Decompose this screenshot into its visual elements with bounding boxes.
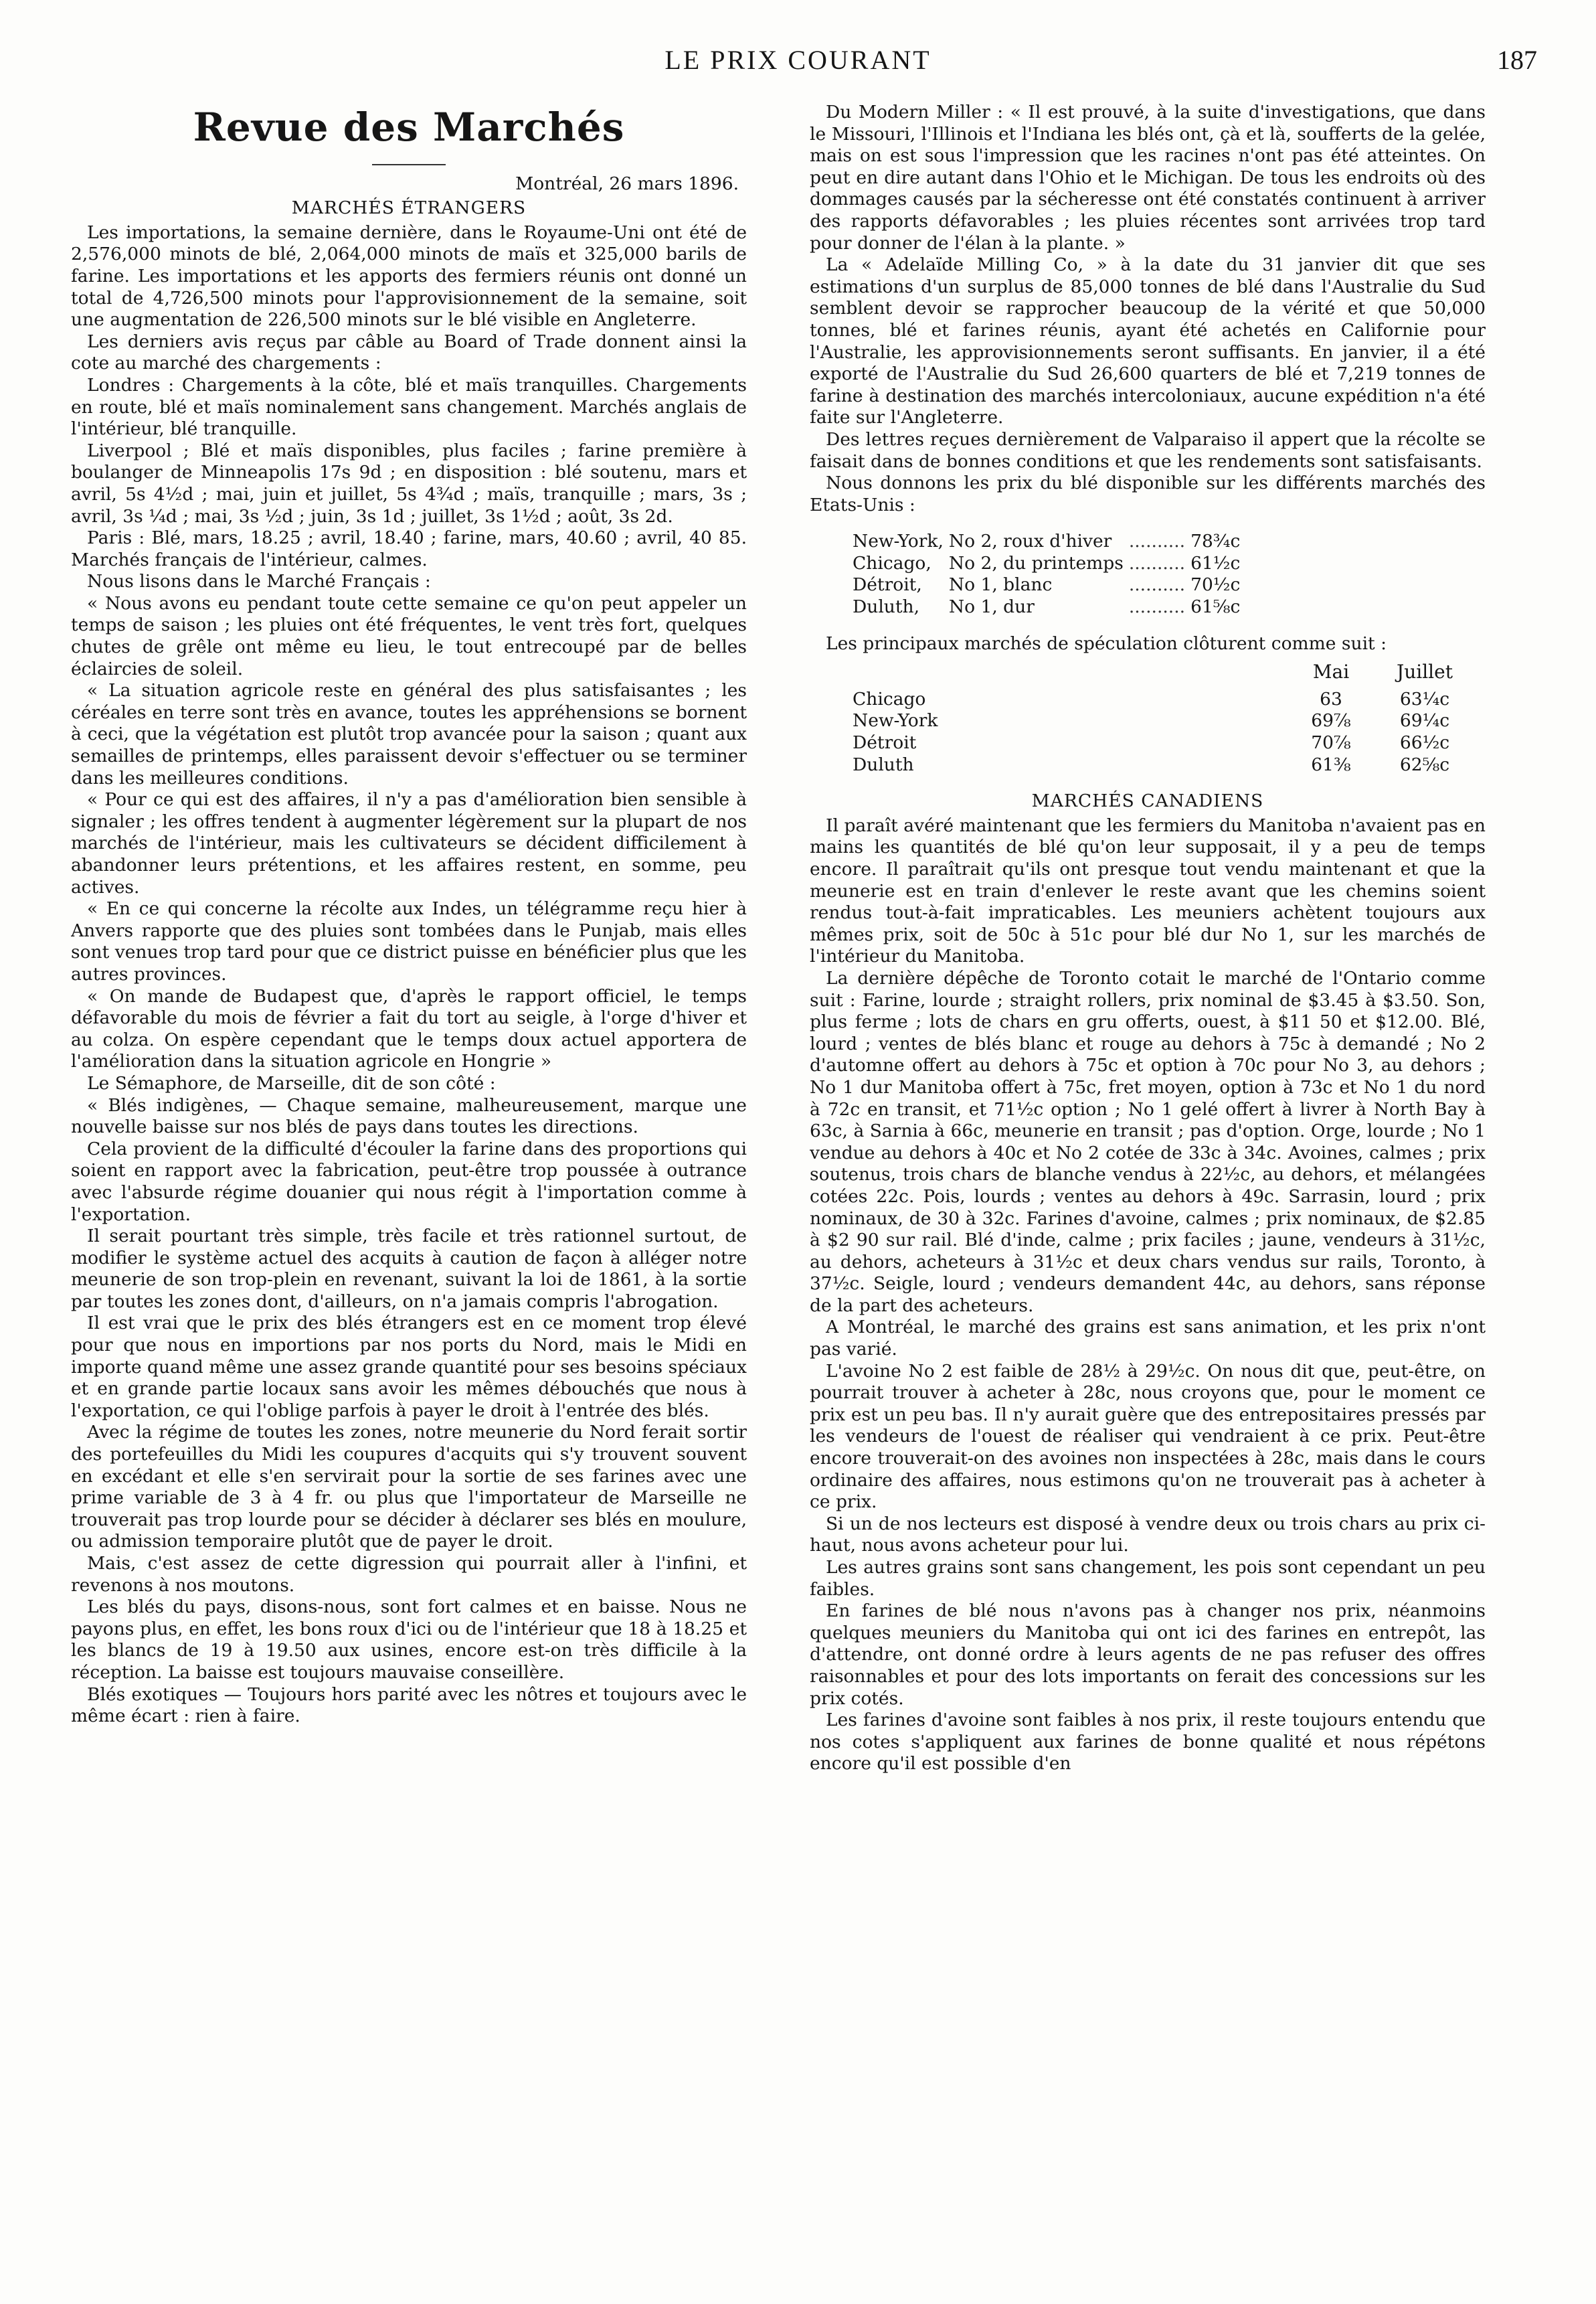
market-cell: Duluth bbox=[853, 754, 914, 775]
table-row bbox=[853, 754, 1482, 776]
left-paragraphs bbox=[71, 222, 747, 1728]
right-column bbox=[810, 102, 1486, 2277]
paragraph: Les blés du pays, disons-nous, sont fort calmes et en baisse. Nous ne payons plus, en effet, les bons roux d'ici ou de l'intérieur que 18 à 18.25 et les blancs de 19 à 19.50 aux usines, encore est-on très difficile à la réception. La baisse est toujours mauvaise conseillère. bbox=[71, 1596, 747, 1683]
table-row bbox=[853, 553, 1245, 575]
paragraph: En farines de blé nous n'avons pas à changer nos prix, néanmoins quelques meuniers du Manitoba qui ont ici des farines en entrepôt, las d'attendre, ont donné ordre à leurs agents de ne pas refuser des offres raisonnables et pour des lots importants on ferait des concessions sur les prix cotés. bbox=[810, 1600, 1486, 1709]
market-cell: New-York, bbox=[853, 531, 944, 552]
grade-cell: No 1, dur bbox=[948, 596, 1035, 618]
paragraph: « La situation agricole reste en général des plus satisfaisantes ; les céréales en terre sont très en avance, toutes les appréhensions se bornent à ceci, que la végétation est plutôt trop avancée pour la saison ; quant aux semailles de printemps, elles paraissent devoir s'effectuer ou se terminer dans les meilleures conditions. bbox=[71, 680, 747, 789]
paragraph: Il serait pourtant très simple, très facile et très rationnel surtout, de modifier le système actuel des acquits à caution de façon à alléger notre meunerie de son trop-plein en revenant, suivant la loi de 1861, à la sortie par toutes les zones dont, d'ailleurs, on n'a jamais compris l'abrogation. bbox=[71, 1226, 747, 1312]
market-cell: Chicago, bbox=[853, 552, 932, 574]
table-row bbox=[853, 574, 1245, 596]
grade-cell: No 2, roux d'hiver bbox=[948, 531, 1112, 552]
paragraph: « En ce qui concerne la récolte aux Indes, un télégramme reçu hier à Anvers rapporte que des pluies sont tombées dans le Punjab, mais elles sont venues trop tard pour que ce district puisse en bénéficier plus que les autres provinces. bbox=[71, 898, 747, 985]
table-row bbox=[853, 689, 1482, 711]
paragraph: Des lettres reçues dernièrement de Valparaiso il appert que la récolte se faisait dans de bonnes conditions et que les rendements sont satisfaisants. bbox=[810, 428, 1486, 472]
paragraph: La « Adelaïde Milling Co, » à la date du 31 janvier dit que ses estimations d'un surplus de 85,000 tonnes de blé dans l'Australie du Sud semblent devoir se rapprocher beaucoup de la vérité et que 50,000 tonnes, blé et farines réunis, ayant été achetés en Californie pour l'Australie, les approvisionnements seront suffisants. En janvier, il a été exporté de l'Australie du Sud 26,600 quarters de blé et 7,219 tonnes de farine à destination des marchés intercoloniaux, aucune expédition n'a été faite sur l'Angleterre. bbox=[810, 254, 1486, 428]
july-cell: 63¼c bbox=[1399, 688, 1450, 710]
leader-dots: .......... bbox=[1128, 596, 1186, 618]
paragraph: A Montréal, le marché des grains est sans animation, et les prix n'ont pas varié. bbox=[810, 1317, 1486, 1360]
paragraph: Les principaux marchés de spéculation clôturent comme suit : bbox=[826, 633, 1387, 654]
may-cell: 70⅞ bbox=[1311, 732, 1351, 754]
paragraph: Liverpool ; Blé et maïs disponibles, plus faciles ; farine première à boulanger de Minneapolis 17s 9d ; en disposition : blé soutenu, mars et avril, 5s 4½d ; mai, juin et juillet, 5s 4¾d ; maïs, tranquille ; mars, 3s ; avril, 3s ¼d ; mai, 3s ½d ; juin, 3s 1d ; juillet, 3s 1½d ; août, 3s 2d. bbox=[71, 440, 747, 527]
table-row bbox=[853, 732, 1482, 754]
paragraph: Les importations, la semaine dernière, dans le Royaume-Uni ont été de 2,576,000 minots de blé, 2,064,000 minots de maïs et 325,000 barils de farine. Les importations et les apports des fermiers réunis ont donné un total de 4,726,500 minots pour l'approvisionnement de la semaine, soit une augmentation de 226,500 minots sur le blé visible en Angleterre. bbox=[71, 222, 747, 331]
paragraph: Les derniers avis reçus par câble au Board of Trade donnent ainsi la cote au marché des chargements : bbox=[71, 331, 747, 374]
grade-cell: No 1, blanc bbox=[948, 574, 1053, 596]
header-blank bbox=[853, 661, 1294, 689]
paragraph: Cela provient de la difficulté d'écouler la farine dans des proportions qui soient en rapport avec la fabrication, peut-être trop poussée à outrance avec l'absurde régime douanier qui nous régit à l'importation comme à l'exportation. bbox=[71, 1138, 747, 1225]
price-cell: 61⅝c bbox=[1190, 596, 1241, 618]
paragraph: Nous lisons dans le Marché Français : bbox=[87, 571, 431, 592]
paragraph: Si un de nos lecteurs est disposé à vendre deux ou trois chars au prix ci-haut, nous avons acheteur pour lui. bbox=[810, 1513, 1486, 1556]
paragraph: Mais, c'est assez de cette digression qui pourrait aller à l'infini, et revenons à nos moutons. bbox=[71, 1553, 747, 1596]
may-cell: 63 bbox=[1320, 688, 1342, 710]
paragraph: « Nous avons eu pendant toute cette semaine ce qu'on peut appeler un temps de saison ; les pluies ont été fréquentes, le vent très fort, quelques chutes de grêle ont même eu lieu, le tout entrecoupé par de belles éclaircies de soleil. bbox=[71, 592, 747, 679]
page-header bbox=[0, 44, 1596, 84]
july-cell: 62⅝c bbox=[1399, 754, 1450, 775]
article-title: Revue des Marchés bbox=[193, 104, 625, 150]
leader-dots: .......... bbox=[1128, 531, 1186, 552]
leader-dots: .......... bbox=[1128, 552, 1186, 574]
paragraph: « On mande de Budapest que, d'après le rapport officiel, le temps défavorable du mois de février a fait du tort au seigle, à l'orge d'hiver et au colza. On espère cependant que le temps doux actuel apportera de l'amélioration dans la situation agricole en Hongrie » bbox=[71, 985, 747, 1072]
paragraph: Du Modern Miller : « Il est prouvé, à la suite d'investigations, que dans le Missouri, l'Illinois et l'Indiana les blés ont, çà et là, soufferts de la gelée, mais on est sous l'impression que les racines n'ont pas été atteintes. On peut en dire autant dans l'Ohio et le Michigan. De tous les endroits où des dommages causés par la sécheresse ont été constatés continuent à arriver des rapports défavorables ; les pluies récentes sont arrivées trop tard pour donner de l'élan à la plante. » bbox=[810, 102, 1486, 254]
price-cell: 78¾c bbox=[1190, 531, 1241, 552]
speculation-table bbox=[853, 661, 1482, 776]
section-title-canadian: MARCHÉS CANADIENS bbox=[1031, 791, 1264, 812]
market-cell: Duluth, bbox=[853, 596, 919, 618]
market-cell: New-York bbox=[853, 710, 938, 732]
paragraph: Nous donnons les prix du blé disponible sur les différents marchés des Etats-Unis : bbox=[810, 473, 1486, 515]
leader-dots: .......... bbox=[1128, 574, 1186, 596]
table-row bbox=[853, 596, 1245, 619]
may-cell: 61⅜ bbox=[1311, 754, 1351, 775]
paragraph: Le Sémaphore, de Marseille, dit de son côté : bbox=[87, 1072, 496, 1094]
dateline: Montréal, 26 mars 1896. bbox=[515, 173, 739, 194]
may-cell: 69⅞ bbox=[1311, 710, 1351, 732]
paragraph: « Blés indigènes, — Chaque semaine, malheureusement, marque une nouvelle baisse sur nos blés de pays dans toutes les directions. bbox=[71, 1094, 747, 1138]
spot-price-table bbox=[853, 531, 1245, 618]
paragraph: Paris : Blé, mars, 18.25 ; avril, 18.40 ; farine, mars, 40.60 ; avril, 40 85. Marchés français de l'intérieur, calmes. bbox=[71, 527, 747, 570]
left-column bbox=[71, 102, 747, 2277]
july-cell: 66½c bbox=[1399, 732, 1450, 754]
table-row bbox=[853, 710, 1482, 732]
market-cell: Détroit bbox=[853, 732, 917, 754]
paragraph: Les farines d'avoine sont faibles à nos prix, il reste toujours entendu que nos cotes s'appliquent aux farines de bonne qualité et nous répétons encore qu'il est possible d'en bbox=[810, 1710, 1486, 1775]
july-cell: 69¼c bbox=[1399, 710, 1450, 732]
price-cell: 61½c bbox=[1190, 552, 1241, 574]
paragraph: Il est vrai que le prix des blés étrangers est en ce moment trop élevé pour que nous en importions par nos ports du Nord, mais le Midi en importe quand même une assez grande quantité pour ses besoins spéciaux et en grande partie locaux sans avoir les mêmes débouchés que nous à l'exportation, ce qui l'oblige parfois à payer le droit à l'entrée des blés. bbox=[71, 1313, 747, 1421]
page-number: 187 bbox=[1497, 45, 1537, 75]
market-cell: Chicago bbox=[853, 688, 926, 710]
header-may: Mai bbox=[1312, 661, 1350, 683]
table-row bbox=[853, 531, 1245, 553]
running-title: LE PRIX COURANT bbox=[664, 45, 932, 75]
price-cell: 70½c bbox=[1190, 574, 1241, 596]
paragraph: « Pour ce qui est des affaires, il n'y a pas d'amélioration bien sensible à signaler ; les offres tendent à augmenter légèrement sur la plupart de nos marchés de l'intérieur, mais les cultivateurs se décident difficilement à abandonner leurs prétentions, et les affaires restent, en somme, peu actives. bbox=[71, 789, 747, 898]
paragraph: Les autres grains sont sans changement, les pois sont cependant un peu faibles. bbox=[810, 1557, 1486, 1600]
grade-cell: No 2, du printemps bbox=[948, 552, 1124, 574]
table-header-row bbox=[853, 661, 1482, 689]
title-rule bbox=[372, 164, 446, 165]
paragraph: Il paraît avéré maintenant que les fermiers du Manitoba n'avaient pas en mains les quantités de blé qu'on leur supposait, il y a peu de temps encore. Il paraîtrait qu'ils ont presque tout vendu maintenant et que la meunerie est en train d'enlever le reste avant que les chemins soient rendus tout-à-fait impraticables. Les meuniers achètent toujours aux mêmes prix, soit de 50c à 51c pour blé dur No 1, sur les marchés de l'intérieur du Manitoba. bbox=[810, 815, 1486, 967]
paragraph: La dernière dépêche de Toronto cotait le marché de l'Ontario comme suit : Farine, lourde ; straight rollers, prix nominal de $3.45 à $3.50. Son, plus ferme ; lots de chars en gru offerts, ouest, à $11 50 et $12.00. Blé, lourd ; ventes de blés blanc et rouge au dehors à 75c à demandé ; No 2 d'automne offert au dehors à 75c et option à 70c pour No 3, au dehors ; No 1 dur Manitoba offert à 75c, fret moyen, option à 73c et No 1 du nord à 72c en transit, et 71½c option ; No 1 gelé offert à livrer à North Bay à 63c, à Sarnia à 66c, meunerie en transit ; pas d'option. Orge, lourde ; No 1 vendue au dehors à 40c et No 2 cotée de 33c à 34c. Avoines, calmes ; prix soutenus, trois chars de blanche vendus à 22½c, au dehors, et mélangées cotées 22c. Pois, lourds ; ventes au dehors à 49c. Sarrasin, lourd ; prix nominaux, de 30 à 32c. Farines d'avoine, calmes ; prix nominaux, de $2.85 à $2 90 sur rail. Blé d'inde, calme ; prix faciles ; jaune, vendeurs à 31½c, au dehors, acheteurs à 31½c et deux chars vendus sur rails, Toronto, à 37½c. Seigle, lourd ; vendeurs demandent 44c, au dehors, sans réponse de la part des acheteurs. bbox=[810, 967, 1486, 1316]
paragraph: Blés exotiques — Toujours hors parité avec les nôtres et toujours avec le même écart : rien à faire. bbox=[71, 1683, 747, 1727]
section-title-foreign: MARCHÉS ÉTRANGERS bbox=[291, 197, 527, 219]
market-cell: Détroit, bbox=[853, 574, 922, 596]
paragraph: L'avoine No 2 est faible de 28½ à 29½c. On nous dit que, peut-être, on pourrait trouver à acheter à 28c, nous croyons que, pour le moment ce prix est un peu bas. Il n'y aurait guère que des entrepositaires pressés par les vendeurs de l'ouest de réaliser qui vendraient à ce prix. Peut-être encore trouverait-on des avoines non inspectées à 28c, mais dans le cours ordinaire des affaires, nous estimons qu'on ne trouverait pas à acheter à ce prix. bbox=[810, 1360, 1486, 1513]
paragraph: Londres : Chargements à la côte, blé et maïs tranquilles. Chargements en route, blé et maïs nominalement sans changement. Marchés anglais de l'intérieur, blé tranquille. bbox=[71, 374, 747, 440]
header-july: Juillet bbox=[1397, 661, 1453, 683]
paragraph: Avec la régime de toutes les zones, notre meunerie du Nord ferait sortir des portefeuilles du Midi les coupures d'acquits qui s'y trouvent souvent en excédant et elle s'en servirait pour la sortie de ses farines avec une prime variable de 3 à 4 fr. ou plus que l'importateur de Marseille ne trouverait pas trop lourde pour se décider à déclarer ses blés en moulure, ou admission temporaire plutôt que de payer le droit. bbox=[71, 1422, 747, 1552]
